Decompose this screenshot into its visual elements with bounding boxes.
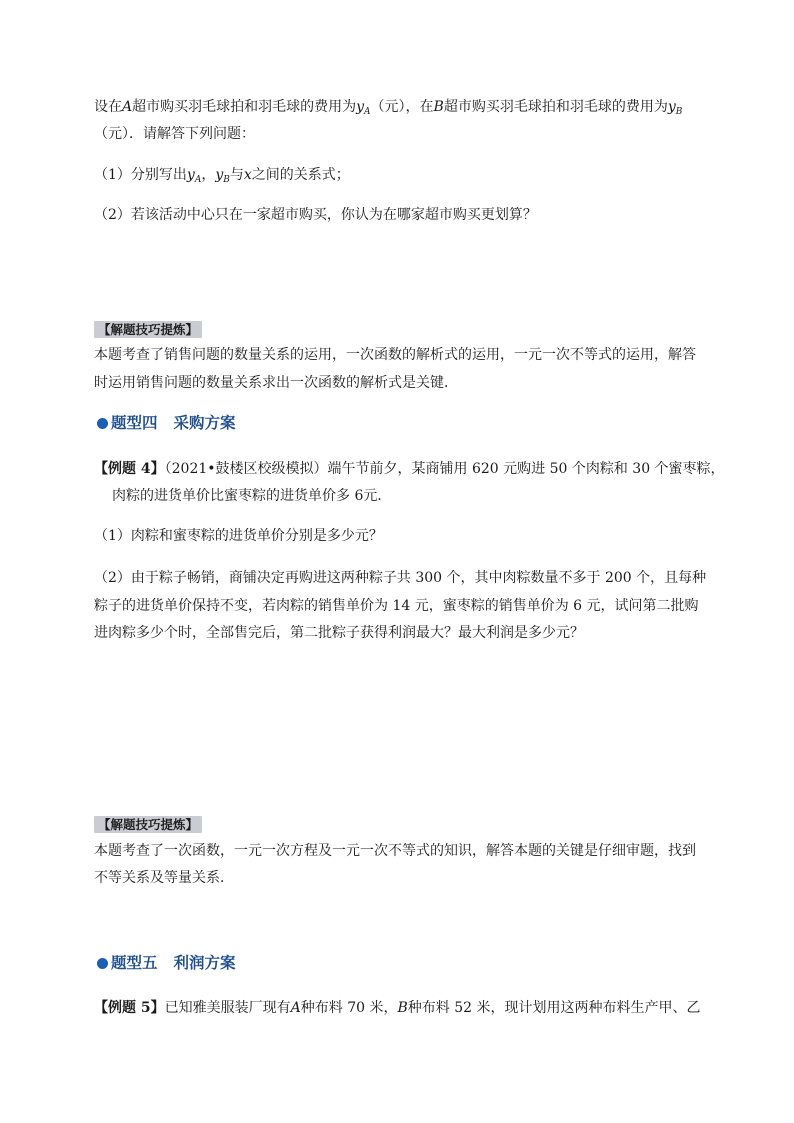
variable: y [667,99,676,115]
subscript: B [675,107,683,117]
text: 种布料 52 米，现计划用这两种布料生产甲、乙 [407,1000,701,1016]
bullet-dot-icon [97,418,108,429]
example-4-question-2: 粽子的进货单价保持不变，若肉粽的销售单价为 14 元，蜜枣粽的销售单价为 6 元，试问第二批购 [94,598,699,614]
example-5-line [94,998,700,1018]
variable: y [356,99,365,115]
bullet-dot-icon [97,958,108,969]
problem-text-line: （元）．请解答下列问题： [94,126,255,142]
section-number: 题型五 [111,953,158,972]
example-4-question-2: 进肉粽多少个时，全部售完后，第二批粽子获得利润最大？最大利润是多少元？ [94,625,584,641]
section-heading-5 [97,952,236,974]
example-4-line: 肉粽的进货单价比蜜枣粽的进货单价多 6元． [112,488,392,504]
text: 种布料 70 米， [300,1000,398,1016]
variable: y [186,167,195,183]
tip-label-row [94,320,202,340]
example-label: 【例题 4】 [94,461,165,477]
problem-text-line [94,97,682,122]
variable: x [243,167,252,183]
text: ， [201,167,216,183]
tip-label: 【解题技巧提炼】 [94,816,202,833]
text: （2021•鼓楼区校级模拟）端午节前夕，某商铺用 620 元购进 50 个肉粽和 30 个蜜枣粽， [164,461,725,477]
tip-text-line: 时运用销售问题的数量关系求出一次函数的解析式是关键． [94,375,458,391]
text: 超市购买羽毛球拍和羽毛球的费用为 [443,99,668,115]
tip-text-line: 本题考查了销售问题的数量关系的运用，一次函数的解析式的运用，一元一次不等式的运用，解答 [94,347,696,363]
text: （元），在 [370,99,434,115]
text: 之间的关系式； [251,167,350,183]
variable: y [215,167,224,183]
variable: B [433,99,444,115]
tip-text-line: 不等关系及等量关系． [94,870,234,886]
text: 超市购买羽毛球拍和羽毛球的费用为 [132,99,357,115]
question-2: （2）若该活动中心只在一家超市购买，你认为在哪家超市购买更划算？ [94,207,537,223]
subscript: A [194,175,202,185]
text: 与 [229,167,244,183]
tip-text-line: 本题考查了一次函数，一元一次方程及一元一次不等式的知识，解答本题的关键是仔细审题，找到 [94,843,696,859]
question-1 [94,165,350,190]
text: （1）分别写出 [94,167,187,183]
text: 设在 [94,99,122,115]
variable: A [290,1000,301,1016]
tip-label-row [94,815,202,835]
subscript: B [223,175,230,185]
example-4-line [94,459,725,479]
variable: A [122,99,133,115]
example-4-question-2: （2）由于粽子畅销，商铺决定再购进这两种粽子共 300 个，其中肉粽数量不多于 200 个，且每种 [94,570,707,586]
subscript: A [364,107,371,117]
section-heading-4 [97,412,236,434]
section-title: 利润方案 [173,953,236,972]
text: 已知雅美服装厂现有 [164,1000,291,1016]
section-title: 采购方案 [173,413,236,432]
example-label: 【例题 5】 [94,1000,165,1016]
example-4-question-1: （1）肉粽和蜜枣粽的进货单价分别是多少元？ [94,528,383,544]
section-number: 题型四 [111,413,158,432]
variable: B [397,1000,408,1016]
tip-label: 【解题技巧提炼】 [94,321,202,338]
